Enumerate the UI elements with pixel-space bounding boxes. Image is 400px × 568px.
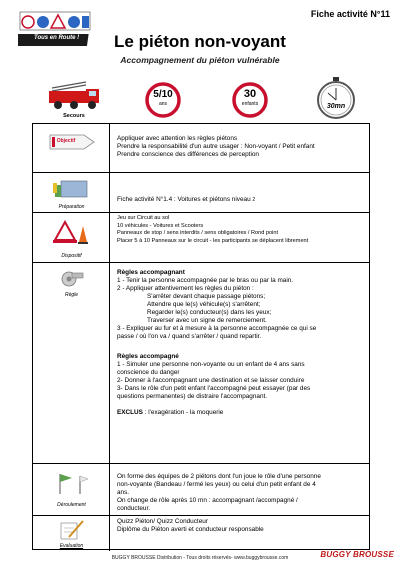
deroulement-label: Déroulement — [57, 502, 86, 508]
dispositif-line: Placer 5 à 10 Panneaux sur le circuit - les participants se déplacent librement — [117, 237, 309, 244]
accompagne-rule: conscience du danger — [117, 369, 180, 376]
stopwatch-icon — [314, 76, 358, 125]
footer-text: BUGGY BROUSSE Distribution - Tous droits réservés- www.buggybrousse.com — [111, 555, 289, 561]
accompagnant-rule: 1 - Tenir la personne accompagnée par le bras ou par la main. — [117, 277, 294, 284]
deroulement-line: non-voyante (Bandeau / fermé les yeux) ou celui d'un petit enfant de 4 — [117, 481, 316, 488]
pedestrian-rule: Traverser avec un signe de remerciement. — [147, 317, 267, 324]
flags-icon — [54, 472, 90, 501]
preparation-main: Fiche activité N°1.4 : Voitures et piétons niveau — [117, 196, 253, 203]
accompagne-rule: 2- Donner à l'accompagnant une destination et se laisser conduire — [117, 377, 305, 384]
secours-label: Secours — [63, 113, 85, 119]
count-badge-value: 30 — [243, 88, 257, 100]
exclus-label: EXCLUS — [117, 409, 143, 416]
row-regle — [33, 262, 369, 463]
age-badge-unit: ans — [158, 101, 168, 107]
activity-table — [32, 123, 370, 550]
deroulement-cell — [33, 464, 110, 515]
objectif-line: Appliquer avec attention les règles piétons — [117, 135, 238, 142]
accompagne-rule: 3- Dans le rôle d'un petit enfant l'accompagné peut essayer (par des — [117, 385, 311, 392]
pedestrian-rule: Attendre que le(s) véhicule(s) s'arrêtent; — [147, 301, 261, 308]
row-dispositif — [33, 212, 369, 262]
whistle-icon — [60, 269, 84, 292]
preparation-text — [117, 188, 363, 206]
pedestrian-rule: Regarder le(s) conducteur(s) dans les yeux; — [147, 309, 272, 316]
accompagnant-rule: passe / où l'on va / quand s'arrêter / quand repartir. — [117, 333, 262, 340]
objectif-text — [117, 135, 363, 159]
deroulement-line: On change de rôle après 10 mn : accompagnant /accompagné / — [117, 497, 298, 504]
preparation-label: Préparation — [58, 204, 85, 210]
row-deroulement — [33, 463, 369, 515]
accompagne-rule: 1 - Simuler une personne non-voyante ou un enfant de 4 ans sans — [117, 361, 305, 368]
objectif-cell — [33, 124, 110, 172]
dispositif-line: Jeu sur Circuit au sol — [117, 215, 170, 221]
info-icons-row — [0, 76, 400, 124]
deroulement-line: On forme des équipes de 2 piétons dont l'un joue le rôle d'une personne — [117, 473, 321, 480]
evaluation-text — [117, 518, 363, 534]
objectif-label: Objectif — [56, 138, 76, 144]
dispositif-line: Panneaux de stop / sens interdits / sens obligatoires / Rond point — [117, 230, 279, 237]
deroulement-text — [117, 473, 363, 513]
exclus-text: : l'exagération - la moquerie — [142, 409, 224, 416]
evaluation-line: Diplôme du Piéton averti et conducteur responsable — [117, 526, 264, 533]
evaluation-cell — [33, 516, 110, 551]
accompagnant-rule: 3 - Expliquer au fur et à mesure à la personne accompagnée ce qui se — [117, 325, 317, 332]
objectif-line: Prendre conscience des différences de perception — [117, 151, 259, 158]
pedestrian-rule: S'arrêter devant chaque passage piétons; — [147, 293, 266, 300]
page-subtitle: Accompagnement du piéton vulnérable — [120, 55, 280, 65]
evaluation-line: Quizz Piéton/ Quizz Conducteur — [117, 518, 208, 525]
duration-label: 30mn — [326, 103, 346, 110]
regle-cell — [33, 263, 110, 463]
page-title: Le piéton non-voyant — [114, 32, 286, 51]
exclus-line — [117, 409, 363, 417]
row-objectif — [33, 124, 369, 172]
objectif-line: Prendre la responsabilité d'un autre usager : Non-voyant / Petit enfant — [117, 143, 315, 150]
dispositif-cell — [33, 213, 110, 262]
preparation-level: 2 — [252, 197, 256, 203]
deroulement-line: ans. — [117, 489, 130, 496]
roadworks-icon — [51, 220, 93, 251]
brand-logo: BUGGY BROUSSE — [320, 550, 394, 559]
fire-truck-icon — [46, 80, 102, 117]
evaluation-label: Evaluation — [59, 543, 84, 549]
pencil-paper-icon — [59, 519, 85, 546]
preparation-cell — [33, 173, 110, 212]
dispositif-label: Dispositif — [61, 253, 82, 259]
row-preparation — [33, 172, 369, 212]
papers-icon — [51, 179, 91, 206]
deroulement-line: conducteur. — [117, 505, 151, 512]
age-badge-value: 5/10 — [153, 89, 173, 100]
regle-text — [117, 269, 363, 417]
regle-label: Règle — [64, 292, 79, 298]
dispositif-text — [117, 215, 363, 245]
accompagnant-title: Règles accompagnant — [117, 269, 185, 276]
row-evaluation — [33, 515, 369, 551]
logo-text: Tous en Route ! — [34, 35, 80, 41]
dispositif-line: 10 véhicules - Voitures et Scooters — [117, 222, 204, 229]
accompagnant-rule: 2 - Appliquer attentivement les règles du piéton : — [117, 285, 254, 292]
count-badge-unit: enfants — [241, 101, 259, 107]
fiche-number: Fiche activité N°11 — [310, 9, 390, 19]
accompagne-title: Règles accompagné — [117, 353, 179, 360]
arrow-sign-icon — [48, 132, 96, 157]
accompagne-rule: questions permanentes) de distraire l'accompagnant. — [117, 393, 268, 400]
